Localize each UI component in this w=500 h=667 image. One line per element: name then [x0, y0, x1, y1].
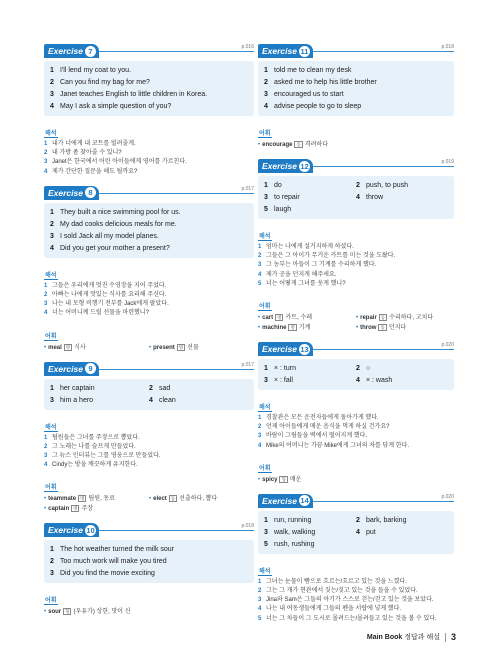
- page-ref: p.020: [441, 342, 454, 349]
- exercise-tag: Exercise 9: [44, 362, 99, 376]
- vocab-section: [258, 295, 454, 333]
- section-label: 해석: [44, 270, 58, 280]
- answer-item: 3 × : fall: [264, 377, 293, 385]
- page-ref: p.017: [241, 185, 254, 192]
- exercise-header: [258, 159, 454, 174]
- exercise-13: [258, 342, 454, 485]
- answer-item: 3 him a hero: [50, 396, 94, 404]
- exercise-12: [258, 159, 454, 333]
- section-label: 어휘: [44, 595, 58, 605]
- section-label: 어휘: [44, 482, 58, 492]
- exercise-number: 13: [300, 344, 309, 354]
- exercise-number: 10: [86, 525, 95, 535]
- translation-section: [258, 225, 454, 289]
- translation-line: 3 Jina와 Sam은 그들의 아기가 스스로 걷는/걷고 있는 것을 보았다.: [258, 597, 434, 604]
- vocab-item: • throw 동 던지다: [356, 324, 407, 332]
- exercise-tag: Exercise 11: [258, 44, 313, 58]
- answer-item: 1 told me to clean my desk: [264, 67, 352, 74]
- exercise-number: 11: [300, 46, 309, 56]
- answer-item: 1 × : turn: [264, 365, 296, 373]
- vocab-section: [258, 122, 454, 150]
- answer-box: [258, 61, 454, 116]
- answer-item: 2 bark, barking: [356, 516, 407, 524]
- exercise-tag: Exercise 7: [44, 44, 99, 58]
- bullet-icon: •: [149, 496, 152, 503]
- exercise-11: [258, 44, 454, 150]
- exercise-number: 14: [300, 496, 309, 506]
- bullet-icon: •: [44, 344, 47, 351]
- answer-item: 1 I'll lend my coat to you.: [50, 67, 131, 74]
- page-ref: p.020: [441, 493, 454, 500]
- vocab-item: • present 명 선물: [149, 344, 199, 351]
- translation-line: 1 내가 너에게 내 코트를 빌려줄게.: [44, 141, 136, 147]
- section-label: 해석: [258, 566, 272, 576]
- translation-line: 5 너는 어떻게 그녀를 웃게 했니?: [258, 280, 346, 287]
- bullet-icon: •: [258, 315, 261, 322]
- bullet-icon: •: [356, 325, 359, 332]
- bullet-icon: •: [356, 315, 359, 322]
- right-column: [258, 44, 454, 633]
- vocab-item: • spicy 형 매운: [258, 476, 302, 483]
- section-label: 어휘: [258, 463, 272, 473]
- bullet-icon: •: [44, 609, 47, 616]
- translation-line: 4 Mike의 어머니는 가끔 Mike에게 그녀의 차를 닦게 한다.: [258, 442, 410, 449]
- answer-item: 3 I sold Jack all my model planes.: [50, 232, 159, 240]
- vocab-item: • captain 명 주장: [44, 506, 94, 513]
- exercise-number: 9: [85, 363, 96, 374]
- page-ref: p.018: [241, 523, 254, 530]
- translation-section: [258, 560, 454, 624]
- answer-item: 1 do: [264, 182, 282, 189]
- translation-section: [258, 396, 454, 451]
- vocab-section: [44, 325, 254, 353]
- answer-box: [44, 379, 254, 410]
- translation-line: 1 팀원들은 그녀를 주장으로 뽑았다.: [44, 434, 140, 441]
- answer-item: 2 ○: [356, 365, 371, 373]
- vocab-item: • teammate 명 팀원, 동료: [44, 496, 116, 503]
- exercise-tag: Exercise 10: [44, 523, 99, 537]
- translation-section: [44, 416, 254, 471]
- exercise-header: [44, 362, 254, 377]
- answer-item: 5 rush, rushing: [264, 540, 315, 548]
- vocab-section: [44, 476, 254, 514]
- answer-item: 2 Can you find my bag for me?: [50, 79, 150, 86]
- exercise-14: [258, 494, 454, 624]
- answer-item: 2 sad: [149, 384, 171, 392]
- exercise-10: [44, 523, 254, 617]
- bullet-icon: •: [258, 142, 261, 148]
- answer-box: [44, 61, 254, 116]
- answer-box: [258, 359, 454, 390]
- section-label: 해석: [44, 422, 58, 432]
- page-ref: p.019: [441, 159, 454, 165]
- translation-line: 4 Cindy는 방을 깨끗하게 유지한다.: [44, 462, 138, 469]
- answer-item: 1 They built a nice swimming pool for us.: [50, 208, 181, 216]
- translation-line: 3 그 농부는 아들이 그 기계를 수리하게 했다.: [258, 262, 377, 269]
- translation-line: 5 너는 그 차들이 그 도시로 몰려드는/몰려들고 있는 것을 볼 수 있다.: [258, 615, 437, 622]
- page-ref: p.018: [441, 44, 454, 50]
- translation-line: 4 제가 간단한 질문을 해도 될까요?: [44, 168, 138, 175]
- exercise-header: [258, 342, 454, 357]
- translation-line: 3 그 뉴스 인터뷰는 그를 영웅으로 만들었다.: [44, 453, 161, 460]
- answer-item: 3 encouraged us to start: [264, 91, 344, 98]
- answer-item: 5 laugh: [264, 206, 292, 213]
- exercise-number: 7: [85, 46, 96, 57]
- answer-item: 2 push, to push: [356, 182, 409, 189]
- answer-item: 1 The hot weather turned the milk sour: [50, 546, 175, 554]
- exercise-header: [44, 44, 254, 59]
- translation-section: [44, 264, 254, 319]
- answer-item: 4 throw: [356, 194, 384, 201]
- bullet-icon: •: [44, 506, 47, 513]
- translation-line: 1 엄마는 나에게 설거지하게 하셨다.: [258, 244, 354, 250]
- translation-line: 2 내 가방 좀 찾아줄 수 있니?: [44, 150, 122, 157]
- answer-item: 2 My dad cooks delicious meals for me.: [50, 220, 177, 228]
- exercise-tag: Exercise 14: [258, 494, 313, 508]
- translation-line: 1 그들은 우리에게 멋진 수영장을 지어 주었다.: [44, 282, 167, 289]
- vocab-section: [44, 589, 254, 617]
- exercise-8: [44, 186, 254, 353]
- answer-item: 2 asked me to help his little brother: [264, 79, 377, 86]
- translation-line: 2 그들은 그 아이가 무거운 카트를 미는 것을 도왔다.: [258, 253, 396, 260]
- bullet-icon: •: [44, 496, 47, 503]
- vocab-item: • cart 명 카트, 수레: [258, 314, 313, 322]
- translation-line: 1 그녀는 눈물이 뺨으로 흐르는/흐르고 있는 것을 느꼈다.: [258, 578, 407, 585]
- vocab-item: • sour 형 (우유가) 상한, 맛이 신: [44, 609, 131, 616]
- footer-book-title: Main Book 정답과 해설: [366, 634, 440, 641]
- answer-item: 4 May I ask a simple question of you?: [50, 103, 172, 110]
- translation-section: [44, 122, 254, 177]
- answer-item: 3 Did you find the movie exciting: [50, 570, 155, 578]
- translation-line: 4 너는 어머니께 드릴 선물을 마련했니?: [44, 310, 149, 317]
- exercise-header: [44, 186, 254, 201]
- answer-item: 2 Too much work will make you tired: [50, 558, 167, 566]
- exercise-9: [44, 362, 254, 515]
- answer-item: 3 walk, walking: [264, 528, 316, 536]
- answer-box: [258, 176, 454, 219]
- vocab-item: • elect 동 선출하다, 뽑다: [149, 496, 218, 503]
- vocab-item: • encourage 동 격려하다: [258, 141, 328, 148]
- translation-line: 2 그는 그 개가 현관에서 짖는/짖고 있는 것을 들을 수 있었다.: [258, 588, 418, 595]
- vocab-item: • machine 명 기계: [258, 324, 311, 332]
- section-label: 해석: [44, 128, 58, 138]
- section-label: 해석: [258, 231, 272, 241]
- answer-box: [44, 203, 254, 258]
- translation-line: 2 그 노래는 나를 슬프게 만들었다.: [44, 443, 136, 450]
- page-ref: p.016: [241, 44, 254, 50]
- answer-box: [258, 511, 454, 554]
- translation-line: 2 언제 아이들에게 매운 음식을 먹게 하실 건가요?: [258, 424, 390, 431]
- bullet-icon: •: [149, 344, 152, 351]
- exercise-number: 8: [85, 187, 96, 198]
- vocab-section: [258, 457, 454, 485]
- page-number: 3: [450, 632, 456, 642]
- exercise-header: [44, 523, 254, 538]
- exercise-tag: Exercise 13: [258, 342, 313, 356]
- section-label: 어휘: [44, 331, 58, 341]
- answer-box: [44, 540, 254, 583]
- answer-item: 4 clean: [149, 396, 176, 404]
- answer-item: 4 put: [356, 528, 376, 536]
- page-footer: [367, 632, 456, 642]
- answer-item: 4 advise people to go to sleep: [264, 103, 362, 110]
- answer-item: 1 her captain: [50, 384, 95, 392]
- bullet-icon: •: [258, 476, 261, 483]
- answer-item: 3 to repair: [264, 194, 300, 201]
- answer-item: 4 Did you get your mother a present?: [50, 244, 170, 252]
- translation-line: 3 Janet은 한국에서 어린 아이들에게 영어를 가르친다.: [44, 159, 187, 166]
- answer-item: 4 × : wash: [356, 377, 393, 385]
- footer-divider: [445, 633, 446, 642]
- page-ref: p.017: [241, 361, 254, 368]
- exercise-number: 12: [300, 161, 309, 171]
- left-column: [44, 44, 254, 626]
- translation-line: 4 나는 내 여동생들에게 그들의 펜을 서랍에 넣게 했다.: [258, 606, 402, 613]
- translation-line: 3 나는 내 모형 비행기 전부를 Jack에게 팔았다.: [44, 301, 169, 308]
- exercise-7: [44, 44, 254, 177]
- vocab-item: • repair 동 수리하다, 고치다: [356, 314, 434, 322]
- translation-line: 4 제가 공을 던지게 해주세요.: [258, 271, 337, 278]
- section-label: 어휘: [258, 128, 272, 138]
- exercise-header: [258, 494, 454, 509]
- translation-line: 3 바람이 그림들을 벽에서 떨어지게 했다.: [258, 433, 368, 440]
- bullet-icon: •: [258, 325, 261, 332]
- exercise-tag: Exercise 8: [44, 186, 99, 200]
- translation-line: 2 아빠는 나에게 맛있는 식사를 요리해 주신다.: [44, 292, 167, 299]
- section-label: 어휘: [258, 301, 272, 311]
- section-label: 해석: [258, 402, 272, 412]
- answer-item: 1 run, running: [264, 516, 312, 524]
- exercise-header: [258, 44, 454, 59]
- translation-line: 1 경찰관은 모든 운전자들에게 돌아가게 했다.: [258, 415, 379, 422]
- answer-item: 3 Janet teaches English to little children in Korea.: [50, 91, 208, 98]
- exercise-tag: Exercise 12: [258, 159, 313, 173]
- vocab-item: • meal 명 식사: [44, 344, 86, 351]
